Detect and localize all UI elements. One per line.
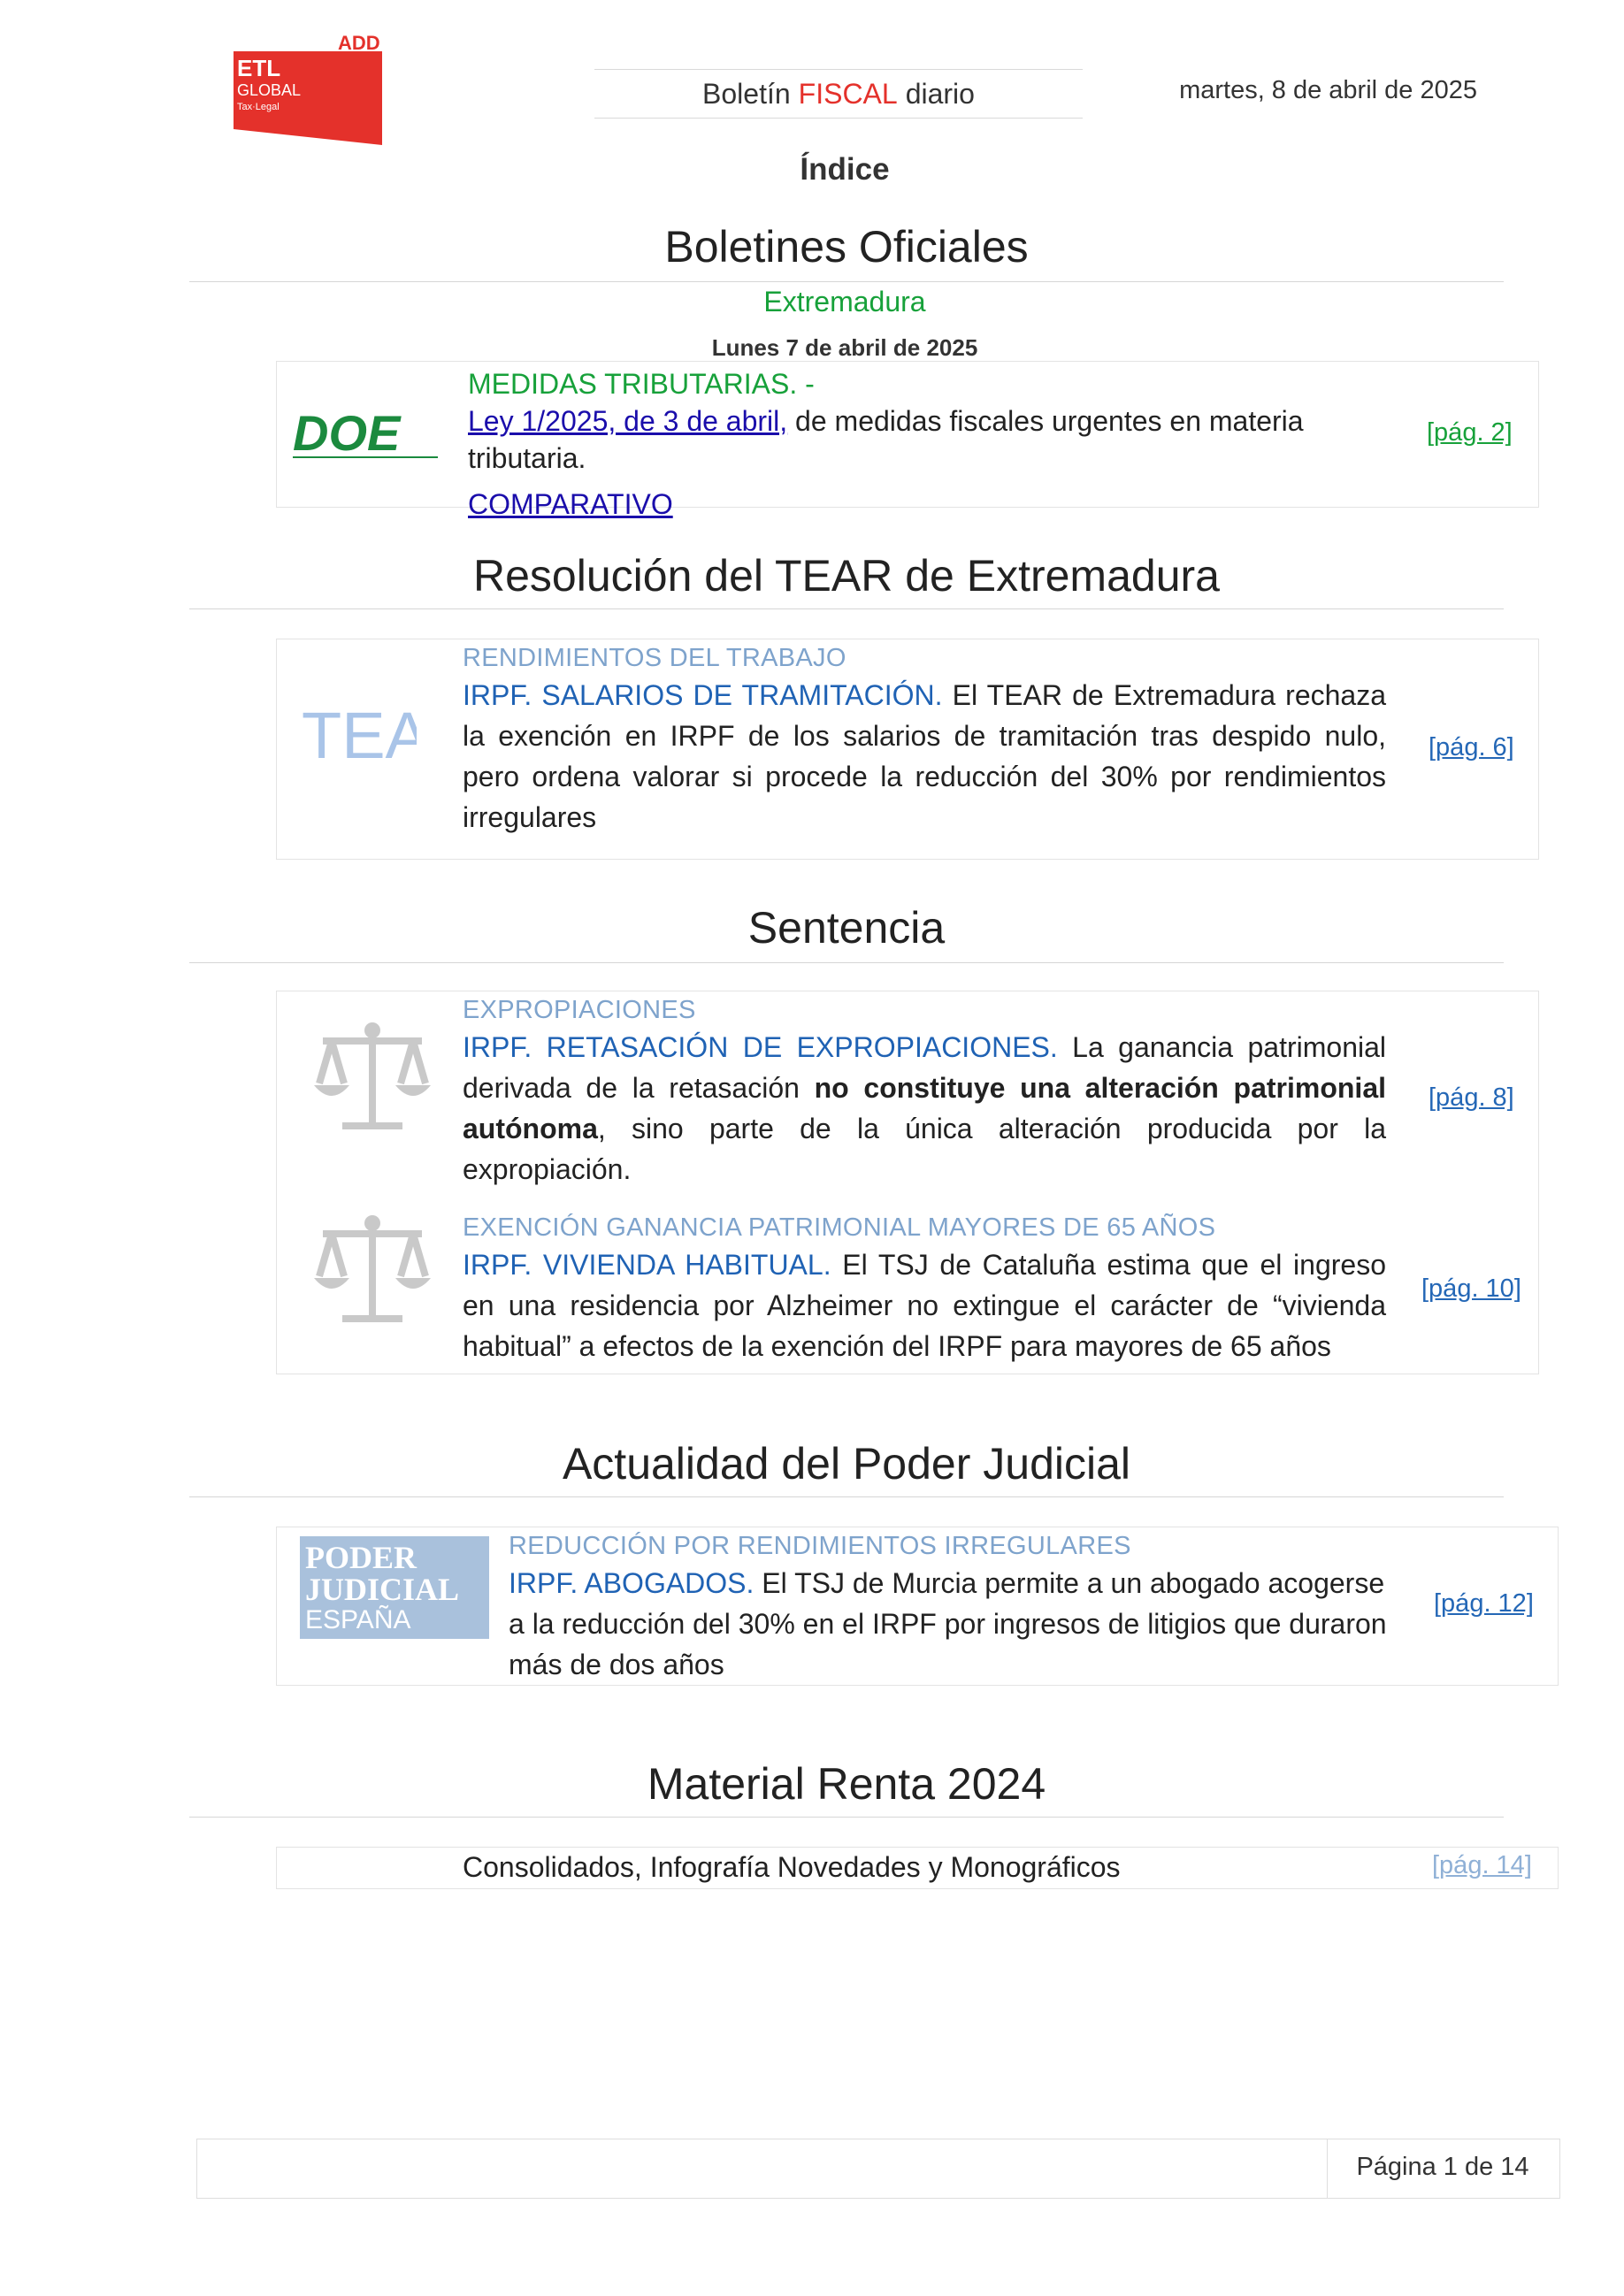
page-link[interactable]: [pág. 6] — [1429, 733, 1514, 762]
entry-lead: IRPF. RETASACIÓN DE EXPROPIACIONES. — [463, 1031, 1058, 1063]
svg-text:ADD: ADD — [338, 34, 380, 54]
svg-text:GLOBAL: GLOBAL — [237, 81, 302, 99]
svg-text:ESPAÑA: ESPAÑA — [305, 1605, 411, 1634]
entry-box-doe — [276, 361, 1539, 520]
page-link[interactable]: [pág. 2] — [1427, 418, 1513, 447]
entry-category: EXPROPIACIONES — [463, 996, 696, 1024]
svg-text:JUDICIAL: JUDICIAL — [305, 1572, 460, 1607]
entry-body: El TSJ de Murcia permite a un abogado acogerse a la reducción del 30% en el IRPF por ingresos de litigios que duraron más de dos años — [509, 1567, 1387, 1680]
section-title-poder-judicial: Actualidad del Poder Judicial — [562, 1439, 1131, 1489]
svg-text:TEA: TEA — [302, 699, 417, 772]
title-suffix: diario — [905, 77, 975, 110]
poder-judicial-logo-icon — [300, 1536, 489, 1639]
svg-text:PODER: PODER — [305, 1540, 417, 1575]
section-divider — [189, 962, 1504, 963]
section-title-boletines: Boletines Oficiales — [664, 222, 1029, 272]
entry-content-vivienda — [463, 1211, 1386, 1366]
entry-body-end: , sino parte de la única alteración producida por la expropiación. — [463, 1113, 1386, 1185]
index-title: Índice — [800, 152, 890, 187]
entry-content-doe — [468, 365, 1388, 523]
entry-body: La ganancia patrimonial derivada de la retasación — [463, 1031, 1386, 1104]
entry-lead: IRPF. VIVIENDA HABITUAL. — [463, 1249, 831, 1281]
day-heading: Lunes 7 de abril de 2025 — [711, 334, 978, 361]
entry-content-renta: Consolidados, Infografía Novedades y Monográficos — [463, 1851, 1121, 1883]
entry-box-renta — [276, 1847, 1559, 1889]
page-link[interactable]: [pág. 12] — [1434, 1589, 1534, 1618]
tea-logo-icon — [302, 693, 417, 772]
svg-text:Tax·Legal: Tax·Legal — [237, 102, 280, 112]
entry-body: El TEAR de Extremadura rechaza la exención en IRPF de los salarios de tramitación tras despido nulo, pero ordena valorar si procede la reducción del 30% por rendimientos irregulares — [463, 679, 1387, 833]
entry-content-expropiaciones — [463, 993, 1386, 1190]
entry-box-sentencia — [276, 991, 1539, 1374]
comparativo-link[interactable]: COMPARATIVO — [468, 488, 673, 520]
section-divider — [189, 608, 1504, 609]
page-link[interactable]: [pág. 14] — [1432, 1851, 1532, 1879]
title-highlight: FISCAL — [798, 77, 898, 110]
entry-box-tear — [276, 639, 1539, 860]
region-heading: Extremadura — [763, 286, 926, 318]
entry-category: EXENCIÓN GANANCIA PATRIMONIAL MAYORES DE 65 AÑOS — [463, 1213, 1216, 1242]
entry-content-abogados — [509, 1529, 1402, 1685]
scales-icon — [310, 1207, 434, 1331]
law-link[interactable]: Ley 1/2025, de 3 de abril, — [468, 405, 788, 437]
page-link[interactable]: [pág. 8] — [1429, 1083, 1514, 1112]
svg-text:DOE: DOE — [293, 406, 401, 461]
entry-content-tear — [463, 641, 1386, 838]
doe-logo-icon — [291, 406, 441, 468]
section-divider — [189, 281, 1504, 282]
page-number: Página 1 de 14 — [1356, 2153, 1529, 2181]
section-title-renta: Material Renta 2024 — [647, 1759, 1046, 1809]
entry-category: REDUCCIÓN POR RENDIMIENTOS IRREGULARES — [509, 1532, 1131, 1560]
entry-lead: IRPF. SALARIOS DE TRAMITACIÓN. — [463, 679, 943, 711]
scales-icon — [310, 1014, 434, 1138]
bulletin-date: martes, 8 de abril de 2025 — [1179, 76, 1477, 104]
entry-description: de medidas fiscales urgentes en materia tributaria. — [468, 405, 1304, 474]
entry-heading: MEDIDAS TRIBUTARIAS. - — [468, 368, 815, 400]
section-divider — [189, 1496, 1504, 1497]
page-link[interactable]: [pág. 10] — [1421, 1274, 1521, 1303]
entry-emphasis: no constituye una alteración patrimonial autónoma — [463, 1072, 1387, 1144]
section-title-tear: Resolución del TEAR de Extremadura — [473, 551, 1220, 601]
entry-category: RENDIMIENTOS DEL TRABAJO — [463, 644, 846, 672]
entry-lead: IRPF. ABOGADOS. — [509, 1567, 755, 1599]
entry-box-poder-judicial — [276, 1527, 1559, 1686]
bulletin-title — [594, 69, 1083, 119]
title-prefix: Boletín — [702, 77, 791, 110]
section-title-sentencia: Sentencia — [747, 903, 946, 953]
entry-body: El TSJ de Cataluña estima que el ingreso en una residencia por Alzheimer no extingue el carácter de “vivienda habitual” a efectos de la exención del IRPF para mayores de 65 años — [463, 1249, 1387, 1362]
svg-text:ETL: ETL — [237, 55, 281, 81]
etl-global-logo — [221, 34, 382, 145]
section-divider — [189, 1817, 1504, 1818]
